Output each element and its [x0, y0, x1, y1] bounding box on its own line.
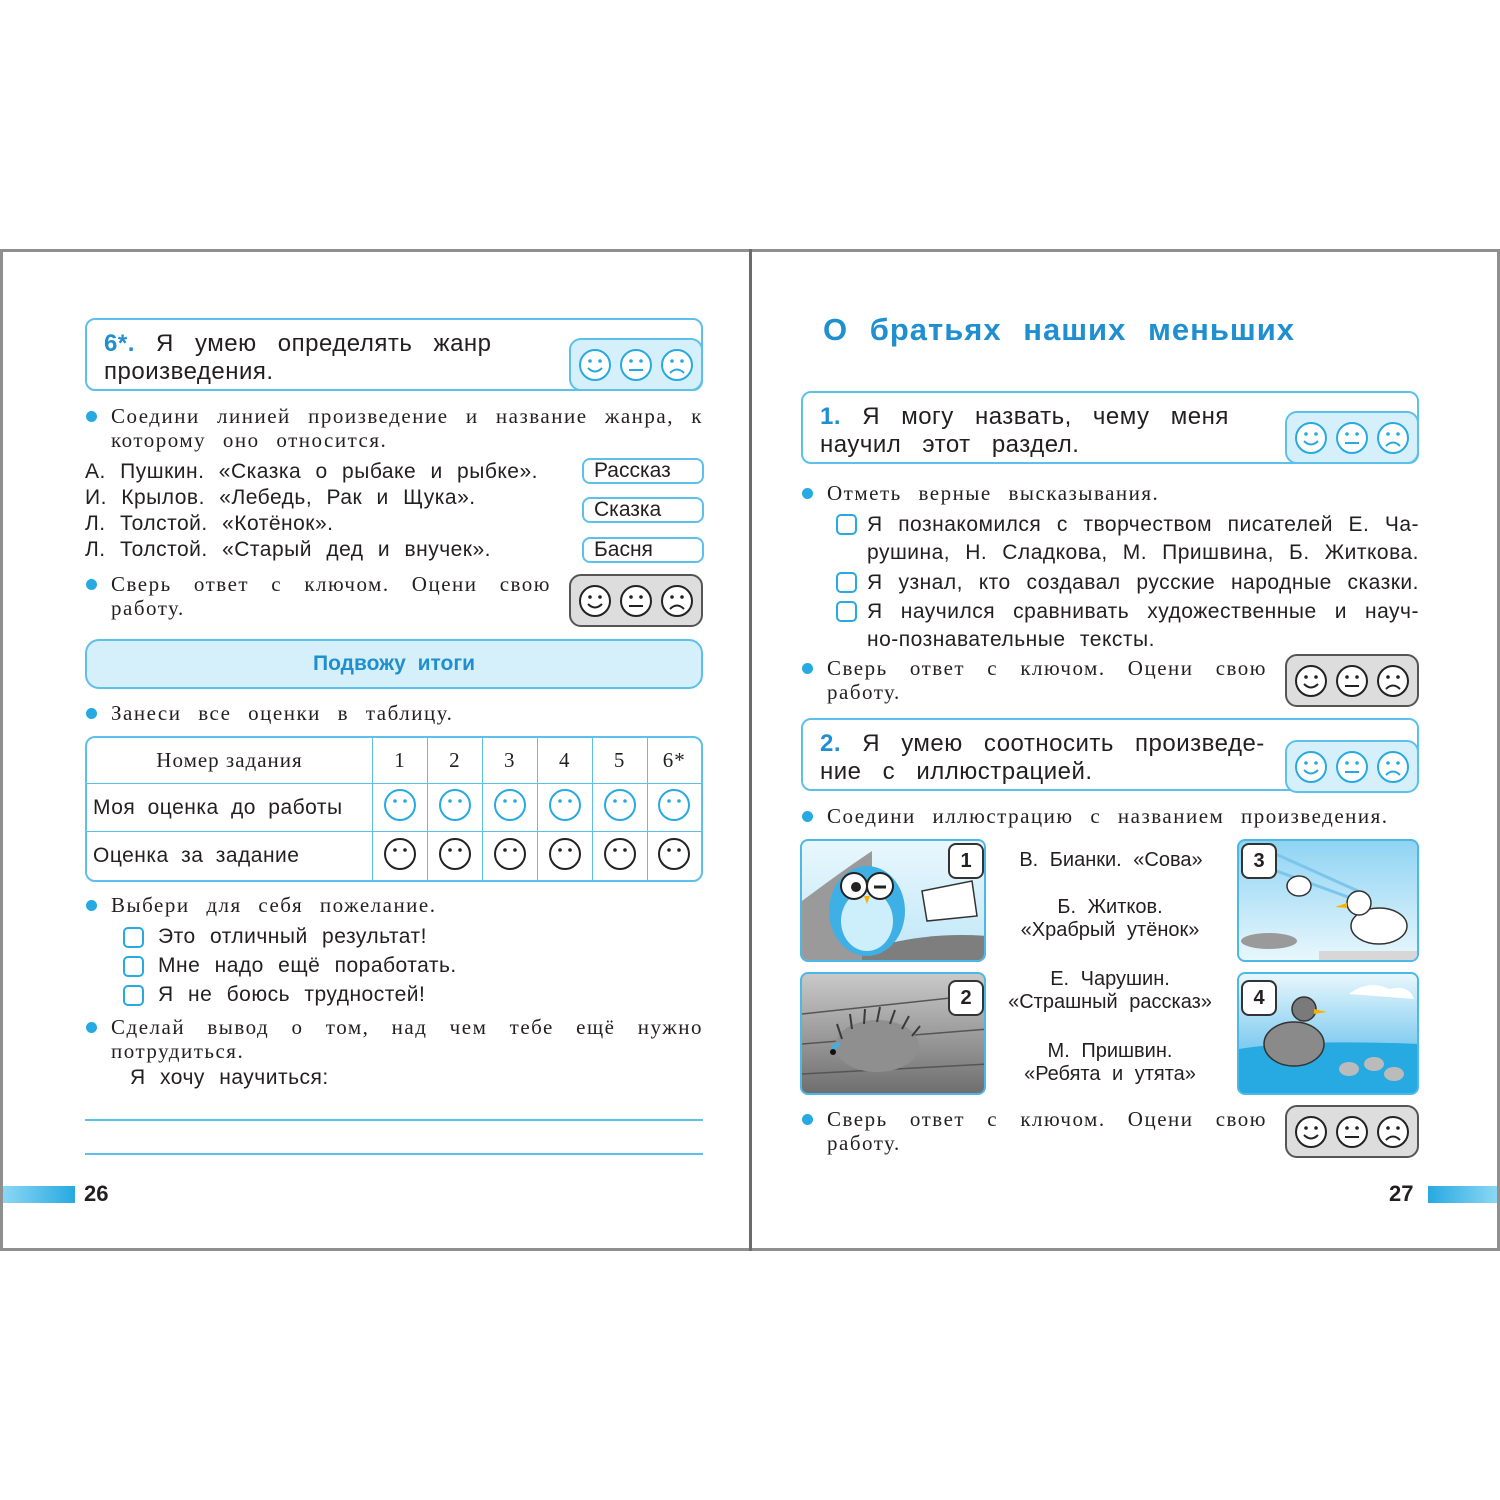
instruction-conclusion: Сделай вывод о том, над чем тебе ещё нужно потрудиться.: [111, 1015, 703, 1063]
table-column-header: 1: [373, 738, 428, 784]
row-label-grade: Оценка за задание: [87, 832, 373, 880]
book-title[interactable]: Б. Житков. «Храбрый утёнок»: [1020, 896, 1200, 941]
blank-face-icon: [603, 788, 637, 822]
genre-label-basnya[interactable]: Басня: [582, 537, 704, 563]
grade-cell[interactable]: [483, 832, 538, 880]
task6-statement: Я умею определять жанр произведения.: [104, 330, 492, 385]
bullet-dot-icon: [86, 411, 97, 422]
statement-line: Я узнал, кто создавал русские народные сказки.: [867, 571, 1419, 594]
checkbox-icon[interactable]: [123, 927, 144, 948]
blank-face-icon: [383, 788, 417, 822]
work-list-item: А. Пушкин. «Сказка о рыбаке и рыбке».: [85, 460, 538, 483]
checkbox-icon[interactable]: [123, 956, 144, 977]
book-title[interactable]: В. Бианки. «Сова»: [1019, 849, 1203, 871]
page-number-bar-right: [1428, 1186, 1497, 1203]
check-answer-text: Сверь ответ с ключом. Оцени свою работу.: [827, 656, 1267, 704]
task2-text: [820, 730, 1280, 786]
neutral-face-icon[interactable]: [1335, 421, 1369, 455]
sad-face-icon[interactable]: [660, 584, 694, 618]
genre-label-skazka[interactable]: Сказка: [582, 497, 704, 523]
blank-face-icon: [548, 837, 582, 871]
grades-table: [85, 736, 703, 882]
grade-cell[interactable]: [538, 832, 593, 880]
smile-face-icon[interactable]: [1294, 1115, 1328, 1149]
table-header-label: Номер задания: [87, 738, 373, 784]
bullet-dot-icon: [802, 811, 813, 822]
blank-face-icon: [493, 837, 527, 871]
task6-number: 6*.: [104, 330, 135, 357]
bullet-dot-icon: [802, 663, 813, 674]
sad-face-icon[interactable]: [660, 348, 694, 382]
bullet-dot-icon: [86, 579, 97, 590]
row-label-before: Моя оценка до работы: [87, 784, 373, 832]
blank-face-icon: [438, 837, 472, 871]
sad-face-icon[interactable]: [1376, 750, 1410, 784]
illustration-number: 4: [1241, 980, 1277, 1016]
illustration-hedgehog[interactable]: [800, 972, 986, 1095]
instruction-connect-genre: Соедини линией произведение и название жанра, к которому оно относится.: [111, 404, 703, 452]
illustration-duckling-dragonfly[interactable]: [1237, 839, 1419, 962]
self-assessment-panel-task2[interactable]: [1285, 740, 1419, 793]
task1-statement: Я могу назвать, чему меня научил этот раздел.: [820, 403, 1229, 458]
table-row: [87, 784, 701, 832]
task1-text: [820, 403, 1270, 459]
table-row: [87, 832, 701, 880]
book-title[interactable]: М. Пришвин. «Ребята и утята»: [1024, 1040, 1196, 1085]
page-number-right: 27: [1389, 1181, 1414, 1206]
checkbox-icon[interactable]: [123, 985, 144, 1006]
smile-face-icon[interactable]: [1294, 421, 1328, 455]
grade-cell[interactable]: [593, 784, 648, 832]
grade-cell[interactable]: [428, 832, 483, 880]
book-title[interactable]: Е. Чарушин. «Страшный рассказ»: [1008, 968, 1212, 1013]
smile-face-icon[interactable]: [1294, 664, 1328, 698]
book-spine: [749, 249, 752, 1251]
checkbox-icon[interactable]: [836, 514, 857, 535]
illustration-ducks[interactable]: [1237, 972, 1419, 1095]
instruction-fill-table: Занеси все оценки в таблицу.: [111, 701, 454, 725]
table-column-header: 2: [428, 738, 483, 784]
blank-face-icon: [438, 788, 472, 822]
smile-face-icon[interactable]: [1294, 750, 1328, 784]
blank-face-icon: [657, 788, 691, 822]
neutral-face-icon[interactable]: [1335, 750, 1369, 784]
blank-face-icon: [603, 837, 637, 871]
grade-cell[interactable]: [648, 832, 701, 880]
statement-line: рушина, Н. Сладкова, М. Пришвина, Б. Житкова.: [867, 541, 1419, 564]
bullet-dot-icon: [86, 708, 97, 719]
instruction-match-illustration: Соедини иллюстрацию с названием произведения.: [827, 804, 1389, 828]
blank-face-icon: [493, 788, 527, 822]
wish-option: Мне надо ещё поработать.: [158, 954, 457, 977]
task6-text: [104, 330, 554, 386]
sad-face-icon[interactable]: [1376, 664, 1410, 698]
task2-number: 2.: [820, 730, 842, 757]
answer-line[interactable]: [85, 1153, 703, 1155]
check-answer-text: Сверь ответ с ключом. Оцени свою работу.: [827, 1107, 1267, 1155]
grade-cell[interactable]: [538, 784, 593, 832]
table-column-header: 5: [593, 738, 648, 784]
illustration-number: 2: [948, 980, 984, 1016]
table-header-row: [87, 738, 701, 784]
page-number-left: 26: [84, 1181, 109, 1206]
blank-face-icon: [657, 837, 691, 871]
illustration-number: 3: [1241, 843, 1277, 879]
neutral-face-icon[interactable]: [1335, 1115, 1369, 1149]
work-list-item: И. Крылов. «Лебедь, Рак и Щука».: [85, 486, 476, 509]
statement-line: но-познавательные тексты.: [867, 628, 1155, 651]
grade-cell[interactable]: [428, 784, 483, 832]
illustration-number: 1: [948, 843, 984, 879]
illustration-owl[interactable]: [800, 839, 986, 962]
page-title: О братьях наших меньших: [823, 312, 1296, 347]
checkbox-icon[interactable]: [836, 572, 857, 593]
smile-face-icon[interactable]: [578, 348, 612, 382]
sad-face-icon[interactable]: [1376, 1115, 1410, 1149]
grade-cell[interactable]: [648, 784, 701, 832]
table-column-header: 3: [483, 738, 538, 784]
check-answer-text: Сверь ответ с ключом. Оцени свою работу.: [111, 572, 551, 620]
table-column-header: 4: [538, 738, 593, 784]
answer-line[interactable]: [85, 1119, 703, 1121]
blank-face-icon: [548, 788, 582, 822]
genre-label-rasskaz[interactable]: Рассказ: [582, 458, 704, 484]
grade-cell[interactable]: [593, 832, 648, 880]
task2-statement: Я умею соотносить произведе- ние с иллюстрацией.: [820, 730, 1265, 785]
instruction-mark-statements: Отметь верные высказывания.: [827, 481, 1160, 505]
statement-line: Я познакомился с творчеством писателей Е. Ча-: [867, 513, 1419, 536]
table-column-header: 6*: [648, 738, 701, 784]
page-number-bar-left: [3, 1186, 75, 1203]
neutral-face-icon[interactable]: [619, 348, 653, 382]
grade-cell[interactable]: [373, 784, 428, 832]
neutral-face-icon[interactable]: [619, 584, 653, 618]
self-assessment-panel-task6[interactable]: [569, 338, 703, 391]
work-list-item: Л. Толстой. «Котёнок».: [85, 512, 334, 535]
work-list-item: Л. Толстой. «Старый дед и внучек».: [85, 538, 492, 561]
checkbox-icon[interactable]: [836, 601, 857, 622]
bullet-dot-icon: [86, 900, 97, 911]
smile-face-icon[interactable]: [578, 584, 612, 618]
blank-face-icon: [383, 837, 417, 871]
task1-number: 1.: [820, 403, 842, 430]
self-assessment-panel-check2[interactable]: [1285, 1105, 1419, 1158]
wish-option: Это отличный результат!: [158, 925, 427, 948]
statement-line: Я научился сравнивать художественные и науч-: [867, 600, 1419, 623]
want-learn-label: Я хочу научиться:: [130, 1066, 329, 1089]
grade-cell[interactable]: [483, 784, 538, 832]
grade-cell[interactable]: [373, 832, 428, 880]
sad-face-icon[interactable]: [1376, 421, 1410, 455]
bullet-dot-icon: [802, 1114, 813, 1125]
self-assessment-panel-task1[interactable]: [1285, 411, 1419, 464]
self-assessment-panel-check[interactable]: [569, 574, 703, 627]
bullet-dot-icon: [86, 1022, 97, 1033]
summary-banner: Подвожу итоги: [85, 639, 703, 689]
wish-option: Я не боюсь трудностей!: [158, 983, 426, 1006]
instruction-choose-wish: Выбери для себя пожелание.: [111, 893, 437, 917]
neutral-face-icon[interactable]: [1335, 664, 1369, 698]
bullet-dot-icon: [802, 488, 813, 499]
self-assessment-panel-check1[interactable]: [1285, 654, 1419, 707]
